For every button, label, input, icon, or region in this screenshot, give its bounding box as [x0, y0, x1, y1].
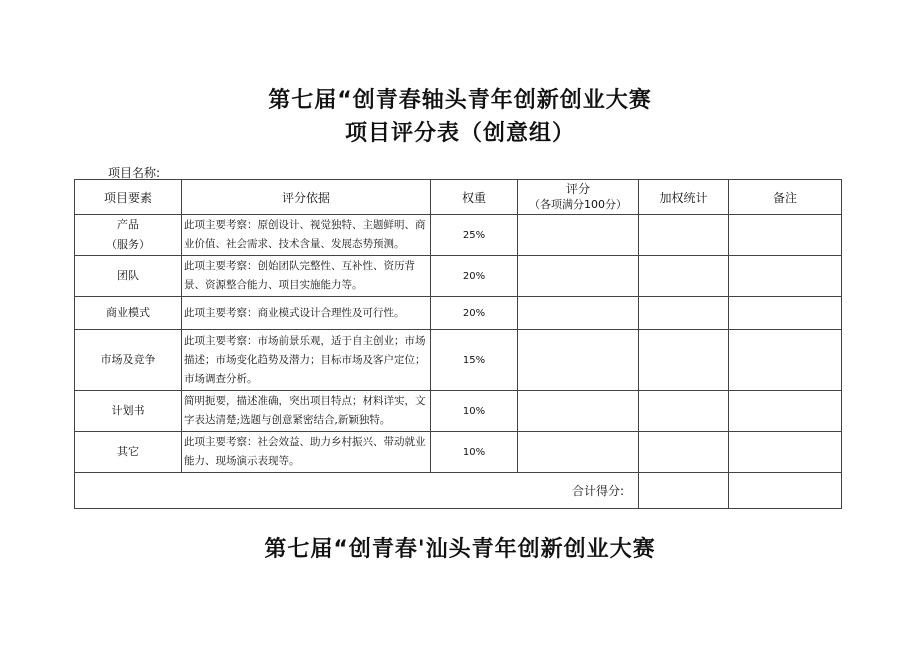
header-score-note: （各项满分100分）: [529, 198, 627, 211]
row-category: 其它: [75, 432, 182, 473]
row-basis: 此项主要考察：商业模式设计合理性及可行性。: [182, 297, 431, 330]
remarks-cell[interactable]: [729, 215, 842, 256]
row-weight: 25%: [431, 215, 518, 256]
row-weight: 20%: [431, 256, 518, 297]
score-cell[interactable]: [518, 215, 639, 256]
score-cell[interactable]: [518, 297, 639, 330]
remarks-cell[interactable]: [729, 330, 842, 391]
score-cell[interactable]: [518, 391, 639, 432]
project-name-label: 项目名称:: [108, 166, 161, 180]
document-title: 第七届“创青春轴头青年创新创业大赛: [268, 88, 652, 113]
row-category-sub: （服务）: [106, 238, 150, 251]
remarks-cell[interactable]: [729, 256, 842, 297]
row-weight: 10%: [431, 432, 518, 473]
row-category: [75, 215, 182, 256]
row-basis: 此项主要考察：创始团队完整性、互补性、资历背景、资源整合能力、项目实施能力等。: [182, 256, 431, 297]
next-document-title: 第七届“创青春'汕头青年创新创业大赛: [264, 537, 656, 562]
row-basis: 此项主要考察：市场前景乐观，适于自主创业；市场描述；市场变化趋势及潜力；目标市场及客户定位；市场调查分析。: [182, 330, 431, 391]
table-row: [75, 330, 842, 391]
score-cell[interactable]: [518, 256, 639, 297]
row-category: 团队: [75, 256, 182, 297]
weighted-cell[interactable]: [639, 297, 729, 330]
header-remarks: 备注: [729, 180, 842, 215]
remarks-cell[interactable]: [729, 391, 842, 432]
row-basis: 此项主要考察：社会效益、助力乡村振兴、带动就业能力、现场演示表现等。: [182, 432, 431, 473]
row-category: 计划书: [75, 391, 182, 432]
document-subtitle: 项目评分表（创意组）: [344, 121, 575, 146]
table-row: [75, 256, 842, 297]
row-category: 市场及竞争: [75, 330, 182, 391]
table-header-row: [75, 180, 842, 215]
header-category: 项目要素: [75, 180, 182, 215]
weighted-cell[interactable]: [639, 330, 729, 391]
score-cell[interactable]: [518, 330, 639, 391]
header-basis: 评分依据: [182, 180, 431, 215]
total-score-label: 合计得分:: [75, 473, 639, 509]
table-row: [75, 391, 842, 432]
total-row: [75, 473, 842, 509]
header-score: [518, 180, 639, 215]
total-weighted-cell[interactable]: [639, 473, 729, 509]
row-weight: 20%: [431, 297, 518, 330]
row-basis: 此项主要考察：原创设计、视觉独特、主题鲜明、商业价值、社会需求、技术含量、发展态势预测。: [182, 215, 431, 256]
score-cell[interactable]: [518, 432, 639, 473]
row-weight: 10%: [431, 391, 518, 432]
header-weight: 权重: [431, 180, 518, 215]
header-weighted: 加权统计: [639, 180, 729, 215]
remarks-cell[interactable]: [729, 432, 842, 473]
remarks-cell[interactable]: [729, 297, 842, 330]
weighted-cell[interactable]: [639, 215, 729, 256]
table-row: [75, 297, 842, 330]
row-weight: 15%: [431, 330, 518, 391]
scoring-table: [74, 179, 842, 509]
weighted-cell[interactable]: [639, 432, 729, 473]
weighted-cell[interactable]: [639, 256, 729, 297]
row-basis: 简明扼要，描述准确，突出项目特点；材料详实，文字表达清楚;选题与创意紧密结合,新颖独特。: [182, 391, 431, 432]
total-remarks-cell[interactable]: [729, 473, 842, 509]
header-score-label: 评分: [565, 182, 590, 196]
row-category-label: 产品: [117, 218, 139, 231]
row-category: 商业模式: [75, 297, 182, 330]
table-row: [75, 215, 842, 256]
weighted-cell[interactable]: [639, 391, 729, 432]
table-row: [75, 432, 842, 473]
